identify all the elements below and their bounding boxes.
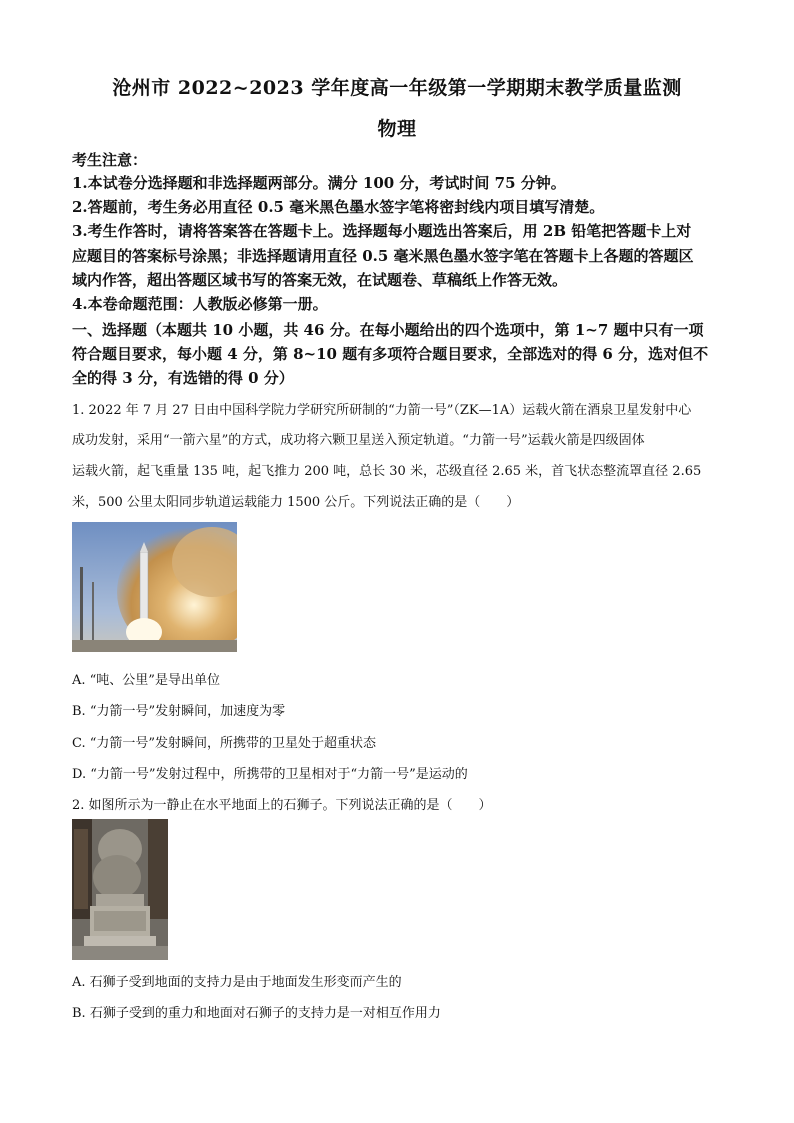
option-b: B. 石狮子受到的重力和地面对石狮子的支持力是一对相互作用力 (72, 1006, 441, 1021)
option-a: A. 石狮子受到地面的支持力是由于地面发生形变而产生的 (72, 975, 402, 990)
notice-line: 1.本试卷分选择题和非选择题两部分。满分 100 分，考试时间 75 分钟。 (72, 174, 566, 192)
rocket-launch-photo (72, 522, 237, 652)
subject-title: 物理 (377, 118, 417, 140)
option-d: D. “力箭一号”发射过程中，所携带的卫星相对于“力箭一号”是运动的 (72, 767, 468, 782)
notice-line: 应题目的答案标号涂黑；非选择题请用直径 0.5 毫米黑色墨水签字笔在答题卡上各题的答题区 (72, 247, 694, 265)
option-a: A. “吨、公里”是导出单位 (72, 673, 220, 688)
notice-line: 3.考生作答时，请将答案答在答题卡上。选择题每小题选出答案后，用 2B 铅笔把答题卡上对 (72, 222, 692, 240)
notice-line: 2.答题前，考生务必用直径 0.5 毫米黑色墨水签字笔将密封线内项目填写清楚。 (72, 198, 605, 216)
notice-heading: 考生注意： (72, 151, 148, 169)
section-instruction: 全的得 3 分，有选错的得 0 分） (72, 369, 294, 387)
question-1-stem: 成功发射，采用“一箭六星”的方式，成功将六颗卫星送入预定轨道。“力箭一号”运载火箭是四级固体 (72, 433, 645, 448)
question-1-stem: 1. 2022 年 7 月 27 日由中国科学院力学研究所研制的“力箭一号”（ZK—1A）运载火箭在酒泉卫星发射中心 (72, 403, 692, 418)
stone-lion-photo (72, 819, 168, 960)
section-instruction: 符合题目要求，每小题 4 分，第 8~10 题有多项符合题目要求，全部选对的得 6 分，选对但不 (72, 345, 709, 363)
option-b: B. “力箭一号”发射瞬间，加速度为零 (72, 704, 286, 719)
question-2-stem: 2. 如图所示为一静止在水平地面上的石狮子。下列说法正确的是（ ） (72, 798, 492, 813)
section-instruction: 一、选择题（本题共 10 小题，共 46 分。在每小题给出的四个选项中，第 1~7 题中只有一项 (72, 321, 704, 339)
question-1-stem: 运载火箭，起飞重量 135 吨，起飞推力 200 吨，总长 30 米，芯级直径 2.65 米，首飞状态整流罩直径 2.65 (72, 464, 702, 479)
option-c: C. “力箭一号”发射瞬间，所携带的卫星处于超重状态 (72, 736, 377, 751)
exam-title: 沧州市 2022~2023 学年度高一年级第一学期期末教学质量监测 (112, 77, 682, 99)
notice-line: 4.本卷命题范围：人教版必修第一册。 (72, 295, 328, 313)
question-1-stem: 米，500 公里太阳同步轨道运载能力 1500 公斤。下列说法正确的是（ ） (72, 495, 520, 510)
notice-line: 域内作答，超出答题区域书写的答案无效，在试题卷、草稿纸上作答无效。 (72, 271, 568, 289)
